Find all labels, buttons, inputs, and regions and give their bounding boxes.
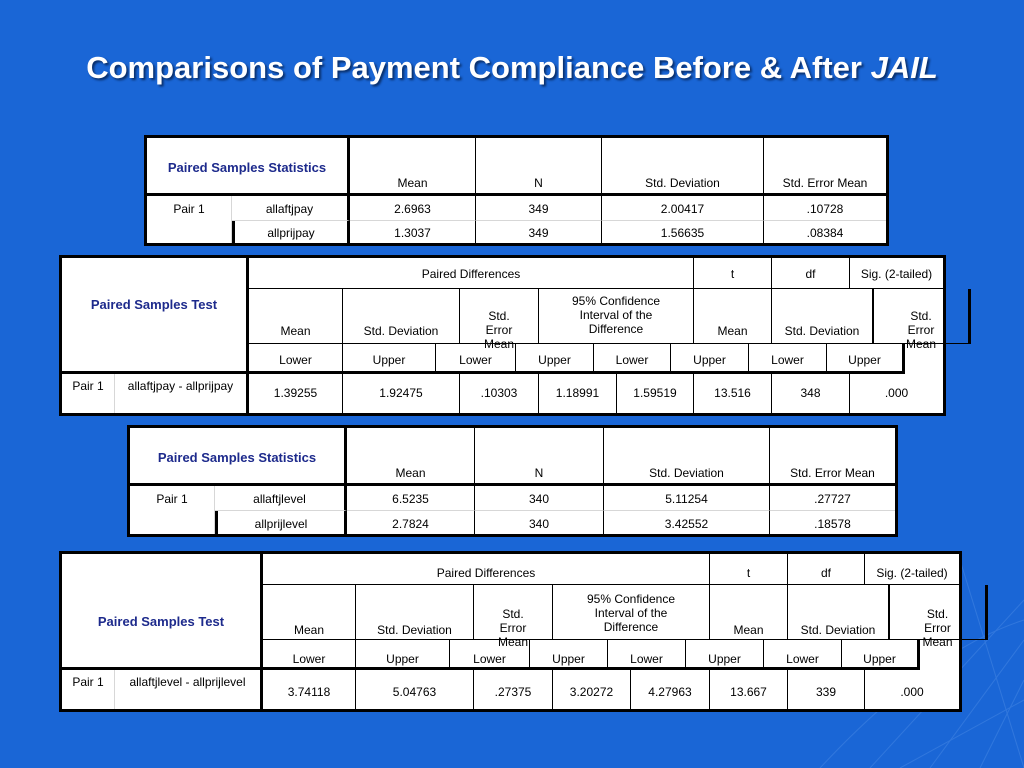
header-paired-differences: Paired Differences [263,554,710,585]
table-title: Paired Samples Test [62,554,263,670]
col-header-std-error-mean: Std. Error Mean [764,138,886,196]
col-header-std-error-mean: Std. Error Mean [770,428,895,486]
col-header-mean: Mean [350,138,476,196]
cell-std-error-mean: .27727 [770,486,895,511]
header-95-ci: 95% Confidence Interval of the Difference [539,289,694,344]
value-sig: .000 [900,685,924,699]
header-upper: Upper [530,640,608,670]
cell-std-error-mean: .10728 [764,196,886,221]
row-variable: allprijlevel [215,511,347,534]
cell-mean: 6.5235 [347,486,475,511]
header-lower: Lower [594,344,671,374]
value-ci-lower: 1.18991 [539,374,617,413]
value-df: 339 [788,670,865,709]
col-header-n: N [475,428,604,486]
col-header-mean: Mean [347,428,475,486]
pair-label: Pair 1 [62,670,115,709]
header-lower: Lower [249,344,343,374]
value-t: 13.516 [694,374,772,413]
header-lower: Lower [263,640,356,670]
header-std-error-mean: Std. Error Mean [889,585,988,640]
table-title: Paired Samples Statistics [147,138,350,196]
header-sig-2-tailed: Sig. (2-tailed) [850,258,943,289]
cell-mean: 2.7824 [347,511,475,534]
row-variable: allprijpay [232,221,350,243]
value-sig: .000 [884,386,909,400]
header-upper: Upper [671,344,749,374]
value-std-error-mean: .27375 [474,670,553,709]
header-95-ci: 95% Confidence Interval of the Difference [553,585,710,640]
value-mean: 1.39255 [249,374,343,413]
header-mean: Mean [694,289,772,344]
pair-label: Pair 1 [147,196,232,243]
pair-label: Pair 1 [62,374,115,413]
value-ci-lower: 3.20272 [553,670,631,709]
cell-mean: 1.3037 [350,221,476,243]
header-std-deviation: Std. Deviation [356,585,474,640]
header-std-deviation: Std. Deviation [772,289,873,344]
header-t: t [710,554,788,585]
paired-test-table-2 [59,551,962,712]
table-title: Paired Samples Statistics [130,428,347,486]
header-paired-differences: Paired Differences [249,258,694,289]
header-upper: Upper [356,640,450,670]
cell-n: 340 [475,486,604,511]
slide-title [0,50,1024,86]
slide-title-main: Comparisons of Payment Compliance Before & After [86,50,871,85]
cell-std-deviation: 1.56635 [602,221,764,243]
cell-n: 349 [476,221,602,243]
paired-stats-table-1 [144,135,889,246]
header-lower: Lower [749,344,827,374]
cell-std-error-mean: .18578 [814,517,851,531]
value-std-error-mean: .10303 [460,374,539,413]
cell-n: 340 [475,511,604,534]
header-upper: Upper [343,344,436,374]
header-std-deviation: Std. Deviation [788,585,889,640]
value-df: 348 [772,374,850,413]
value-ci-upper: 4.27963 [631,670,710,709]
value-ci-upper: 1.59519 [617,374,694,413]
value-std-deviation: 5.04763 [356,670,474,709]
header-df: df [772,258,850,289]
col-header-n: N [476,138,602,196]
value-mean: 3.74118 [263,670,356,709]
header-sig-2-tailed: Sig. (2-tailed) [865,554,959,585]
header-upper: Upper [827,344,905,374]
header-std-error-mean: Std. Error Mean [474,585,553,640]
slide-title-emphasis: JAIL [870,50,938,85]
header-std-deviation: Std. Deviation [343,289,460,344]
cell-mean: 2.6963 [350,196,476,221]
header-upper: Upper [842,640,920,670]
header-lower: Lower [450,640,530,670]
header-upper: Upper [686,640,764,670]
col-header-std-deviation: Std. Deviation [602,138,764,196]
cell-std-deviation: 5.11254 [604,486,770,511]
paired-stats-table-2 [127,425,898,537]
col-header-std-deviation: Std. Deviation [604,428,770,486]
header-lower: Lower [436,344,516,374]
cell-n: 349 [476,196,602,221]
value-t: 13.667 [710,670,788,709]
row-variable: allaftjlevel [215,486,347,511]
pair-label: Pair 1 [130,486,215,534]
header-mean: Mean [263,585,356,640]
table-title: Paired Samples Test [62,258,249,374]
header-t: t [694,258,772,289]
value-std-deviation: 1.92475 [343,374,460,413]
cell-std-error-mean: .08384 [806,226,844,240]
row-variable: allaftjpay [232,196,350,221]
header-upper: Upper [516,344,594,374]
cell-std-deviation: 2.00417 [602,196,764,221]
header-mean: Mean [710,585,788,640]
pair-name: allaftjlevel - allprijlevel [115,670,263,709]
header-std-error-mean: Std. Error Mean [460,289,539,344]
pair-name: allaftjpay - allprijpay [115,374,249,413]
header-std-error-mean: Std. Error Mean [873,289,971,344]
cell-std-deviation: 3.42552 [604,511,770,534]
paired-test-table-1 [59,255,946,416]
header-df: df [788,554,865,585]
header-mean: Mean [249,289,343,344]
header-lower: Lower [764,640,842,670]
header-lower: Lower [608,640,686,670]
